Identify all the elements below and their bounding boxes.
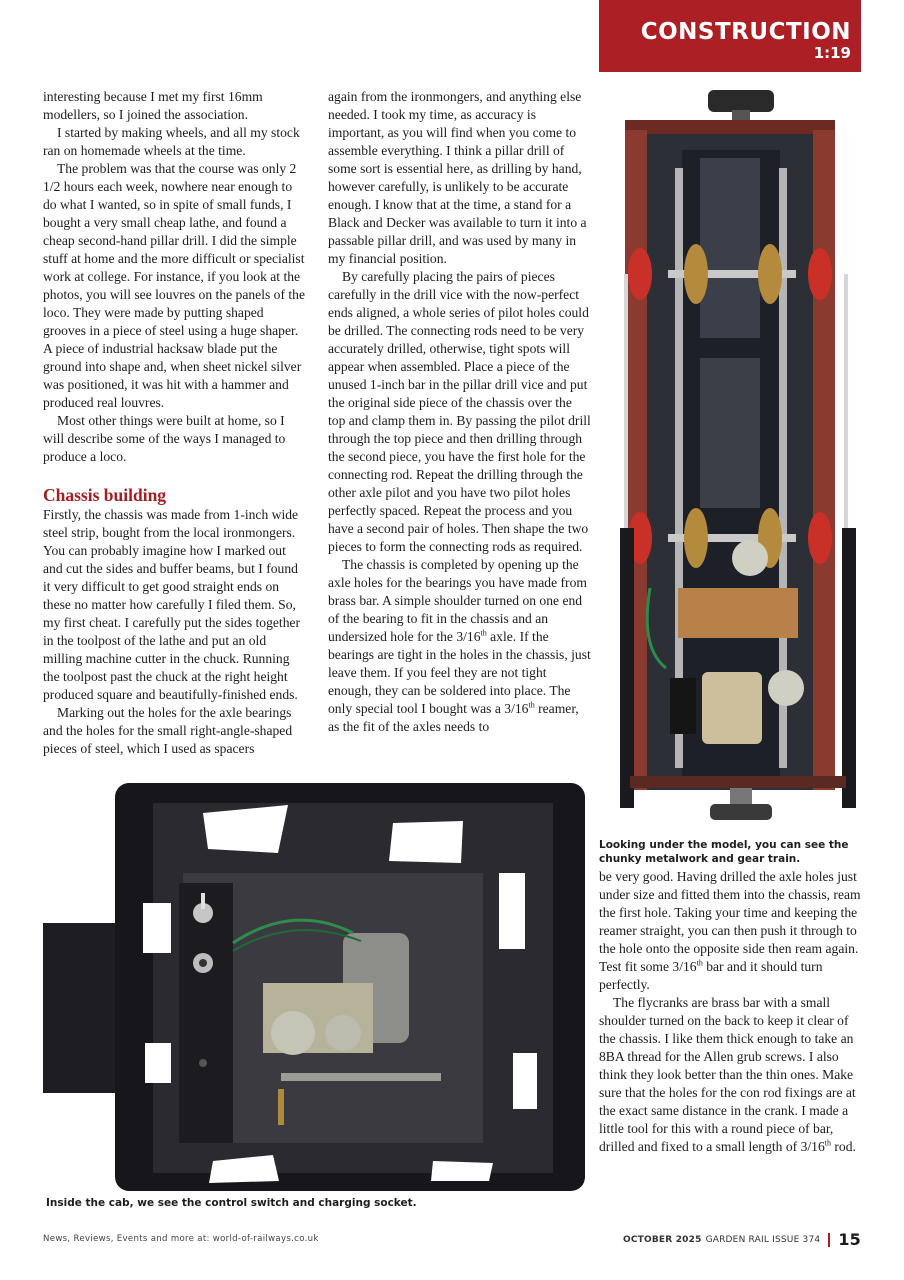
scale-label: 1:19 [813,44,851,62]
paragraph: Firstly, the chassis was made from 1-inch wide steel strip, bought from the local ironmongers. You can probably imagine how I marked out and cut the sides and buffer beams, but I found it very difficult to get good straight ends on these no matter how carefully I filed them. So, my first cheat. I carefully put the sides together in the toolpost of the lathe and put an old milling machine cutter in the chuck. Running the toolpost past the chuck at the right height produced square and beautifully-finished ends. [43,507,301,702]
paragraph: The problem was that the course was only 2 1/2 hours each week, nowhere near enough to do what I wanted, so in spite of small funds, I bought a very small cheap lathe, and found a cheap second-hand pillar drill. I did the simple stuff at home and the more difficult or specialist work at college. For instance, if you look at the photos, you will see louvres on the panels of the loco. They were made by putting shaped grooves in a piece of steel using a huge shaper. A piece of industrial hacksaw blade put the ground into shape and, when sheet nickel silver was positioned, it was hit with a hammer and produced real louvres. [43,161,306,410]
footer-website: News, Reviews, Events and more at: world-of-railways.co.uk [43,1234,319,1244]
text-run: reamer, as the fit of the axles needs to [328,701,579,734]
paragraph: I started by making wheels, and all my stock ran on homemade wheels at the time. [43,125,300,158]
text-run: axle. If the bearings are tight in the holes in the chassis, just leave them. If you feel they are not tight enough, they can be soldered into place. The only special tool I bought was a 3/16 [328,629,591,716]
issue-title: GARDEN RAIL ISSUE 374 [705,1234,821,1245]
paragraph [599,868,861,994]
article-column-2 [328,88,592,736]
text-run: The chassis is completed by opening up the axle holes for the bearings you have made from brass bar. A simple shoulder turned on one end of the bearing to fit in the chassis and an undersized hole for the 3/16 [328,557,587,644]
footer-issue-info [623,1230,861,1249]
text-run: The flycranks are brass bar with a small shoulder turned on the back to keep it clear of the chassis. I like them thick enough to take an 8BA thread for the Allen grub screws. I also think they look better than the thin ones. Make sure that the holes for the con rod fixings are at the exact same distance in the crank. I made a little tool for this with a round piece of bar, drilled and fixed to a small length of 3/16 [599,995,856,1154]
text-run: be very good. Having drilled the axle holes just under size and fitted them into the chassis, ream the first hole. Taking your time and keeping the reamer straight, you can then push it through to the hole onto the opposite side then ream again. Test fit some 3/16 [599,869,861,974]
paragraph [599,994,861,1156]
text-run: rod. [831,1139,856,1154]
underside-photo-caption: Looking under the model, you can see the chunky metalwork and gear train. [599,839,849,865]
cab-interior-photo [43,783,588,1191]
superscript: th [824,1138,831,1148]
paragraph: Marking out the holes for the axle bearings and the holes for the small right-angle-shaped pieces of steel, which I used as spacers [43,705,293,756]
text-run: bar and it should turn perfectly. [599,959,823,992]
section-banner [599,0,861,72]
paragraph: interesting because I met my first 16mm modellers, so I joined the association. [43,89,263,122]
article-column-3 [599,868,861,1156]
chassis-underside-photo [620,88,856,824]
paragraph: again from the ironmongers, and anything else needed. I took my time, as accuracy is important, as you will find when you come to assemble everything. I think a pillar drill of some sort is essential here, as drilling by hand, however carefully, is unlikely to be accurate enough. I know that at the time, a stand for a Black and Decker was available to turn it into a passable pillar drill, and was used by many in my financial position. [328,89,587,266]
paragraph: By carefully placing the pairs of pieces carefully in the drill vice with the now-perfect ends aligned, a whole series of pilot holes could be drilled. The connecting rods need to be very accurately drilled, otherwise, tight spots will appear when assembled. Place a piece of the unused 1-inch bar in the pillar drill vice and put the original side piece of the chassis over the top and clamp them in. By passing the pilot drill through the top piece and then drilling through the second piece, you have the first hole for the connecting rod. Repeat the drilling through the other axle pilot and you have two pilot holes perfectly spaced. Repeat the process and you have a second pair of holes. Then shape the two pieces to form the connecting rods as required. [328,269,591,554]
page-number: 15 [838,1230,861,1249]
issue-date: OCTOBER 2025 [622,1234,702,1245]
superscript: th [480,628,487,638]
footer-divider [828,1233,830,1247]
superscript: th [528,700,535,710]
superscript: th [696,958,703,968]
cab-photo-caption: Inside the cab, we see the control switch and charging socket. [46,1197,417,1209]
subheading: Chassis building [43,485,167,505]
article-column-1 [43,88,305,758]
section-title: CONSTRUCTION [640,19,851,45]
paragraph: Most other things were built at home, so I will describe some of the ways I managed to produce a loco. [43,413,286,464]
paragraph [328,556,592,736]
